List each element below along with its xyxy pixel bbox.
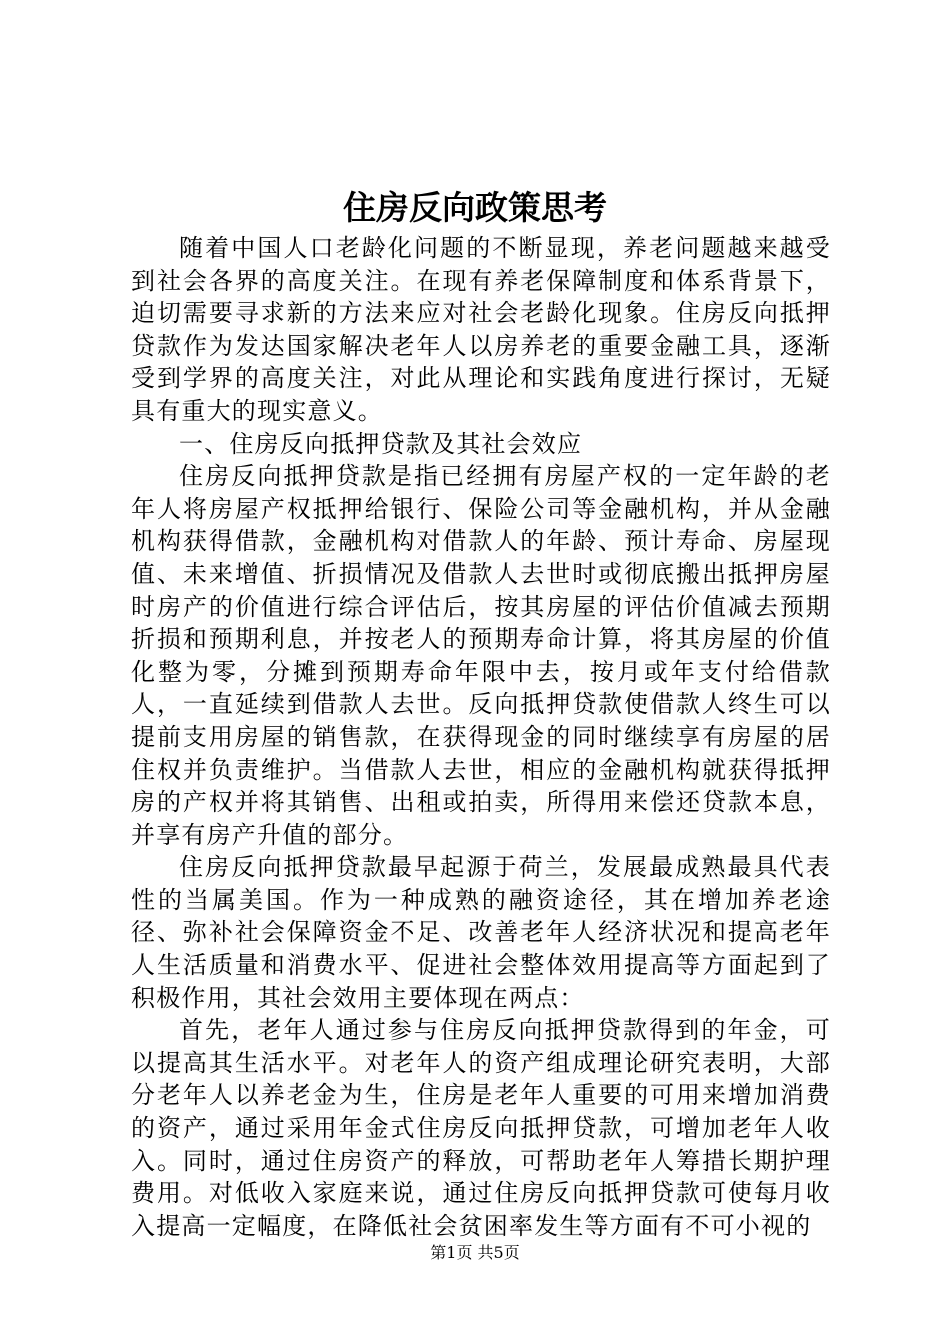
- document-title: 住房反向政策思考: [343, 188, 607, 227]
- paragraph-first-effect: 首先，老年人通过参与住房反向抵押贷款得到的年金，可以提高其生活水平。对老年人的资产组成理论研究表明，大部分老年人以养老金为生，住房是老年人重要的可用来增加消费的资产，通过采用年金式住房反向抵押贷款，可增加老年人收入。同时，通过住房资产的释放，可帮助老年人筹措长期护理费用。对低收入家庭来说，通过住房反向抵押贷款可使每月收入提高一定幅度，在降低社会贫困率发生等方面有不可小视的: [131, 1016, 831, 1240]
- document-body: [131, 232, 831, 1242]
- section-heading-1: 一、住房反向抵押贷款及其社会效应: [179, 429, 583, 458]
- paragraph-origin: 住房反向抵押贷款最早起源于荷兰，发展最成熟最具代表性的当属美国。作为一种成熟的融资途径，其在增加养老途径、弥补社会保障资金不足、改善老年人经济状况和提高老年人生活质量和消费水平、促进社会整体效用提高等方面起到了积极作用，其社会效用主要体现在两点：: [131, 853, 831, 1012]
- page-footer: 第1页 共5页: [430, 1243, 520, 1262]
- paragraph-definition: 住房反向抵押贷款是指已经拥有房屋产权的一定年龄的老年人将房屋产权抵押给银行、保险公司等金融机构，并从金融机构获得借款，金融机构对借款人的年龄、预计寿命、房屋现值、未来增值、折损情况及借款人去世时或彻底搬出抵押房屋时房产的价值进行综合评估后，按其房屋的评估价值减去预期折损和预期利息，并按老人的预期寿命计算，将其房屋的价值化整为零，分摊到预期寿命年限中去，按月或年支付给借款人，一直延续到借款人去世。反向抵押贷款使借款人终生可以提前支用房屋的销售款，在获得现金的同时继续享有房屋的居住权并负责维护。当借款人去世，相应的金融机构就获得抵押房的产权并将其销售、出租或拍卖，所得用来偿还贷款本息，并享有房产升值的部分。: [131, 462, 831, 849]
- paragraph-intro: 随着中国人口老龄化问题的不断显现，养老问题越来越受到社会各界的高度关注。在现有养老保障制度和体系背景下，迫切需要寻求新的方法来应对社会老龄化现象。住房反向抵押贷款作为发达国家解决老年人以房养老的重要金融工具，逐渐受到学界的高度关注，对此从理论和实践角度进行探讨，无疑具有重大的现实意义。: [131, 234, 831, 425]
